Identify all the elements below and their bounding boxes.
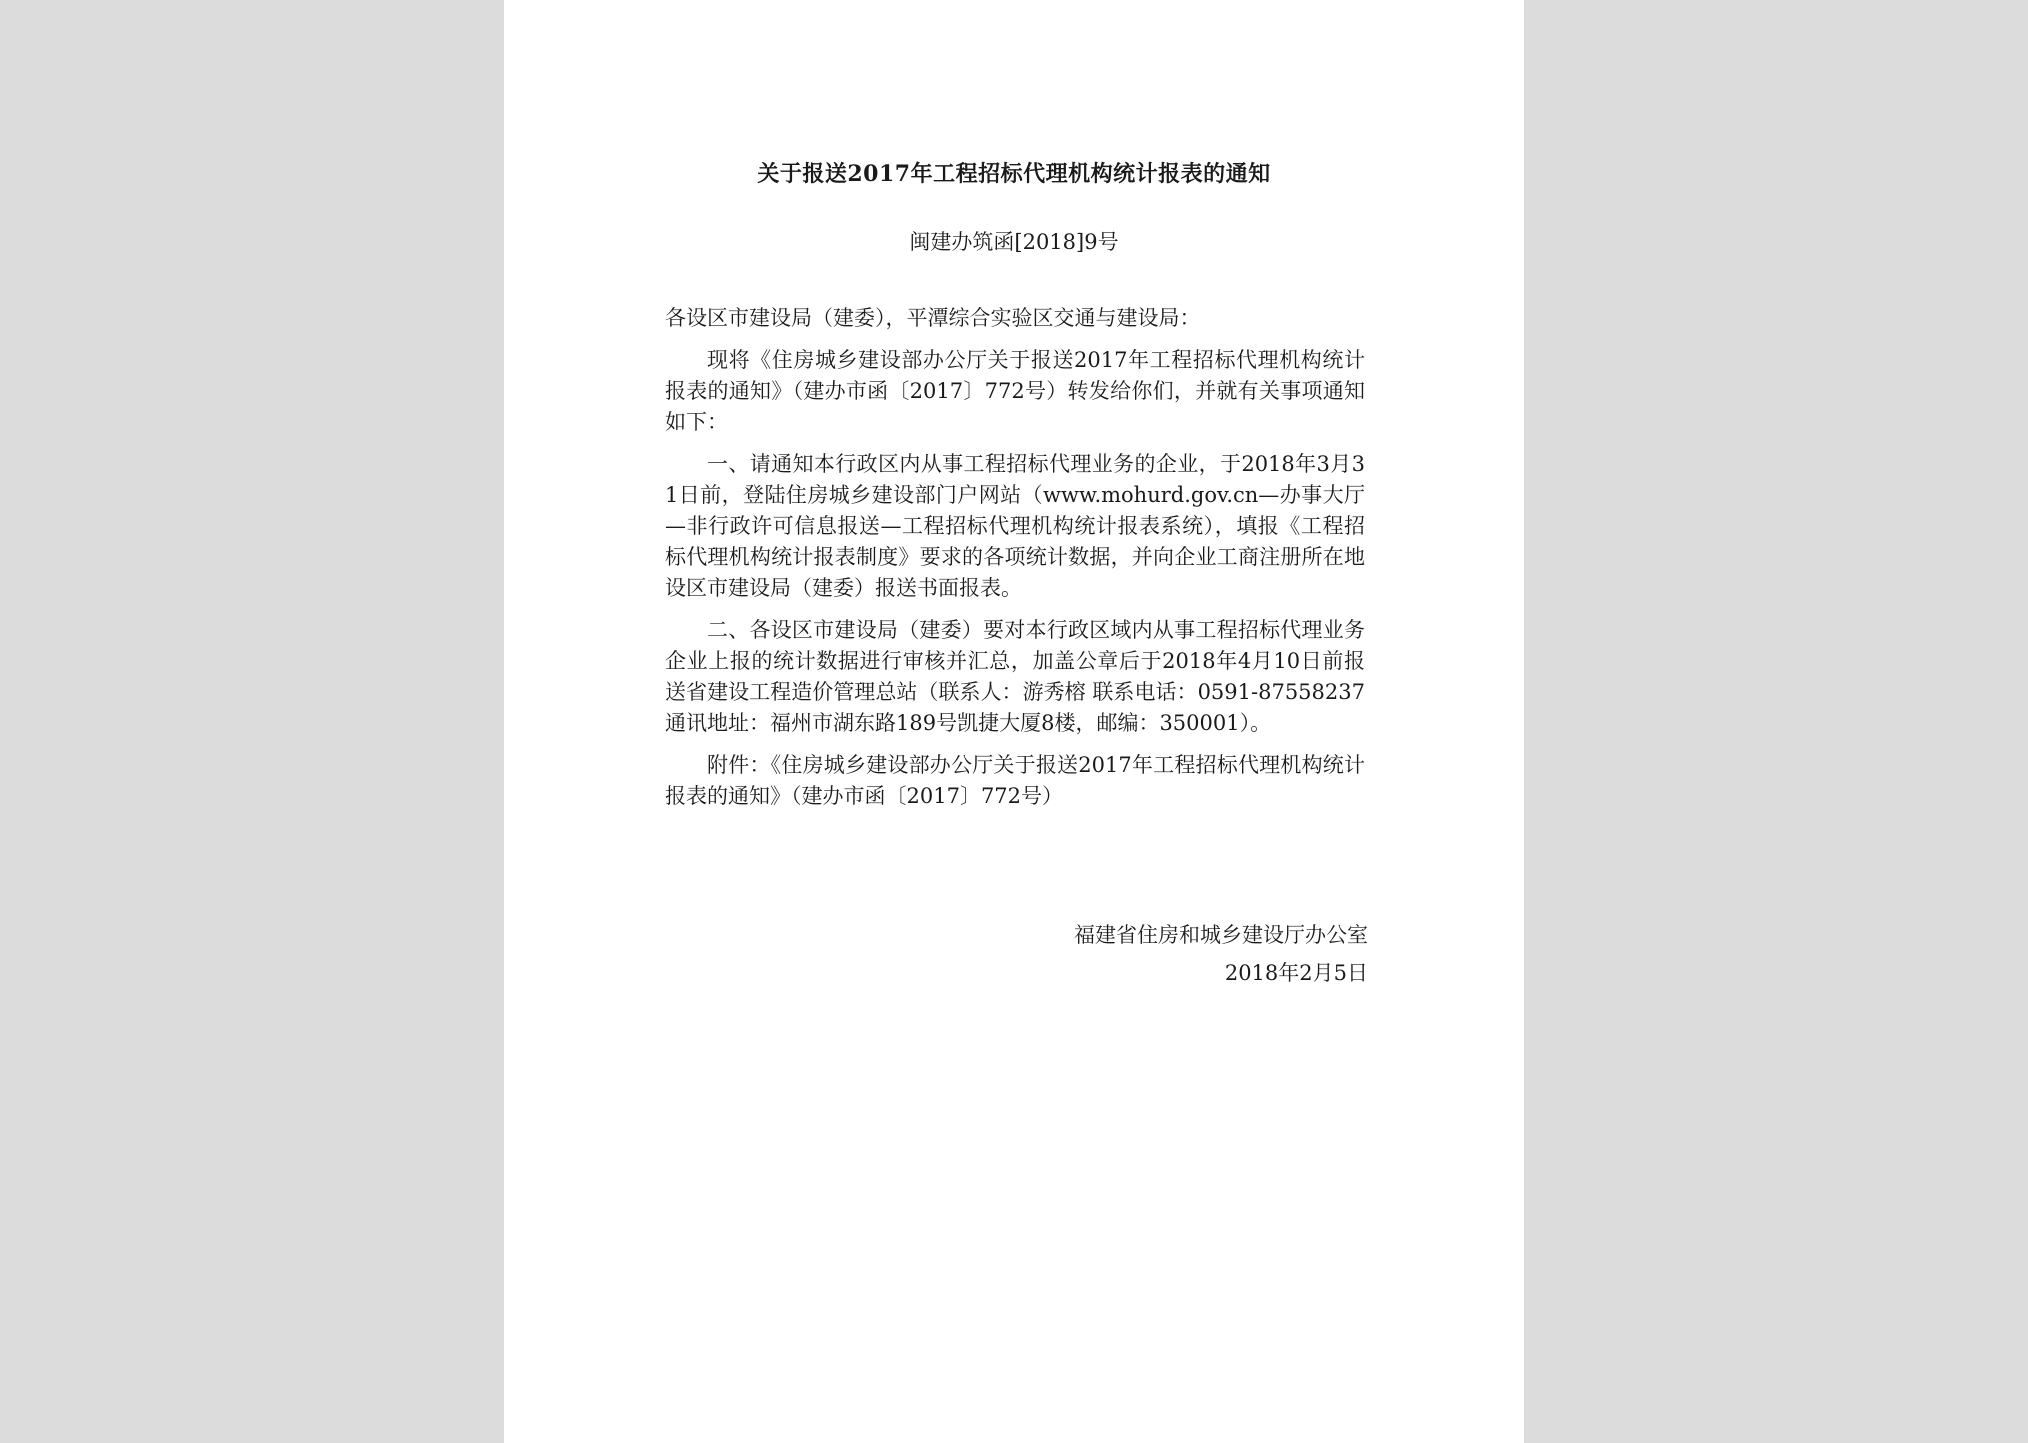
signature-date: 2018年2月5日 [1224, 961, 1368, 985]
paragraph-item-2: 二、各设区市建设局（建委）要对本行政区域内从事工程招标代理业务企业上报的统计数据进行审核并汇总，加盖公章后于2018年4月10日前报送省建设工程造价管理总站（联系人：游秀榕 联系电话：0591-87558237 通讯地址：福州市湖东路189号凯捷大厦8楼，邮编：350001）。 [665, 618, 1365, 735]
document-number: 闽建办筑函[2018]9号 [909, 230, 1119, 254]
document-page [504, 0, 1524, 1443]
paragraph-attachment: 附件：《住房城乡建设部办公厅关于报送2017年工程招标代理机构统计报表的通知》（建办市函〔2017〕772号） [665, 753, 1365, 808]
paragraph-item-1: 一、请通知本行政区内从事工程招标代理业务的企业，于2018年3月31日前，登陆住房城乡建设部门户网站（www.mohurd.gov.cn—办事大厅—非行政许可信息报送—工程招标代理机构统计报表系统），填报《工程招标代理机构统计报表制度》要求的各项统计数据，并向企业工商注册所在地设区市建设局（建委）报送书面报表。 [665, 452, 1365, 600]
signature-org: 福建省住房和城乡建设厅办公室 [1074, 923, 1368, 947]
paragraph-intro: 现将《住房城乡建设部办公厅关于报送2017年工程招标代理机构统计报表的通知》（建办市函〔2017〕772号）转发给你们，并就有关事项通知如下： [665, 348, 1365, 434]
salutation: 各设区市建设局（建委），平潭综合实验区交通与建设局： [665, 306, 1201, 330]
document-title: 关于报送2017年工程招标代理机构统计报表的通知 [757, 161, 1271, 187]
signature-block [1074, 916, 1368, 992]
document-body [665, 303, 1365, 823]
